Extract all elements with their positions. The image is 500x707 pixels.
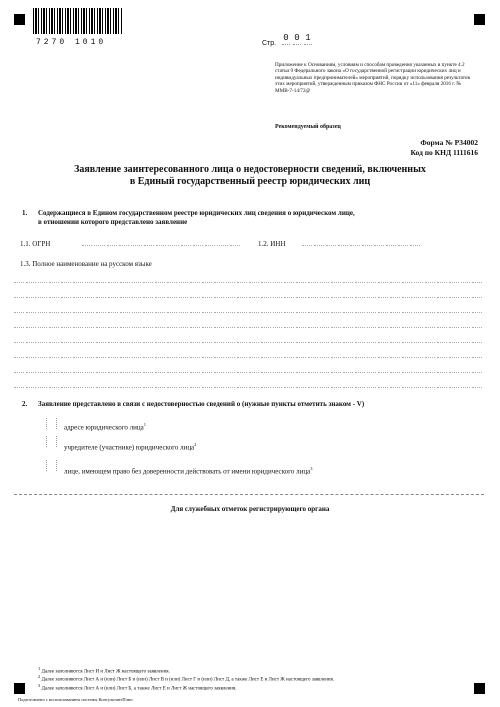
official-mark-heading: Для служебных отметок регистрирующего органа [170, 505, 330, 513]
title-line-1: Заявление заинтересованного лица о недостоверности сведений, включенных [74, 164, 426, 175]
name-grid-row [14, 378, 484, 388]
corner-marker-bottom-right [474, 683, 485, 694]
page-digit: 0 [283, 33, 289, 43]
option-address [64, 420, 146, 432]
footnote-2-text: Далее заполняются Лист А и (или) Лист Б и (или) Лист В и (или) Лист Г и (или) Лист Д, а также Лист Е и Лист Ж настоящего заявления. [41, 677, 335, 683]
page-digit: 1 [305, 33, 311, 43]
ogrn-field[interactable] [82, 236, 242, 246]
corner-marker-top-right [474, 14, 485, 25]
footnote-3 [38, 683, 237, 693]
option-authorized-person-note: 3 [310, 466, 313, 471]
name-grid-row [14, 363, 484, 373]
recommended-sample: Рекомендуемый образец [275, 124, 341, 130]
option-authorized-person-label: лице, имеющем право без доверенности действовать от имени юридического лица [64, 467, 311, 476]
name-grid-row [14, 273, 484, 283]
ogrn-label: 1.1. ОГРН [20, 240, 51, 248]
title-line-2: в Единый государственный реестр юридических лиц [129, 176, 371, 187]
section-1-heading-line-2: в отношении которого представлено заявление [38, 218, 188, 226]
full-name-label: 1.3. Полное наименование на русском языке [20, 260, 152, 268]
checkbox-founder[interactable] [46, 436, 57, 447]
section-2-heading: Заявление представлено в связи с недостоверностью сведений о (нужные пункты отметить знаком - V) [38, 400, 365, 408]
separator-line [14, 494, 484, 495]
option-address-label: адресе юридического лица [64, 423, 144, 432]
name-grid-row [14, 288, 484, 298]
footnote-1-num: 1 [38, 666, 41, 671]
footnote-3-text: Далее заполняются Лист А и (или) Лист Б, а также Лист Е и Лист Ж настоящего заявления. [41, 686, 237, 692]
appendix-text: Приложение к Основаниям, условиям и способам проведения указанных в пункте 4.2 статьи 9 Федерального закона «О государственной регистрации юридических лиц и индивидуальных предпринимателей» мероприятий, порядку использования результатов этих мероприятий, утвержденным приказом ФНС России от «11» февраля 2016 г. № ММВ-7-14/72@ [275, 62, 470, 94]
form-number: Форма № Р34002 [420, 138, 478, 147]
name-grid-row [14, 318, 484, 328]
checkbox-authorized-person[interactable] [46, 460, 57, 471]
name-grid-row [14, 333, 484, 343]
section-2-number: 2. [22, 400, 28, 408]
corner-marker-top-left [14, 14, 25, 25]
barcode [33, 8, 123, 34]
consultant-note: Подготовлено с использованием системы КонсультантПлюс [18, 697, 134, 702]
footnote-2-num: 2 [38, 674, 41, 679]
inn-field[interactable] [302, 236, 422, 246]
footnote-3-num: 3 [38, 683, 41, 688]
barcode-number: 7270 1010 [36, 38, 107, 47]
option-founder-label: учредителе (участнике) юридического лица [64, 443, 195, 452]
corner-marker-bottom-left [14, 683, 25, 694]
footnote-1-text: Далее заполняются Лист И и Лист Ж настоящего заявления. [41, 669, 170, 675]
page-number-cells[interactable] [282, 33, 315, 45]
knd-code: Код по КНД 1111616 [410, 148, 478, 157]
option-founder [64, 440, 196, 452]
form-identifier [410, 138, 478, 158]
name-grid-row [14, 303, 484, 313]
name-grid-row [14, 348, 484, 358]
option-authorized-person [64, 464, 312, 476]
section-1-heading [38, 209, 478, 227]
option-address-note: 1 [143, 422, 147, 427]
document-title [0, 164, 500, 188]
inn-label: 1.2. ИНН [258, 240, 286, 248]
option-founder-note: 2 [194, 442, 197, 447]
section-1-heading-line-1: Содержащиеся в Едином государственном реестре юридических лиц сведения о юридическом лице, [38, 209, 355, 217]
page-label: Стр. [262, 40, 277, 47]
section-1-number: 1. [22, 209, 28, 217]
page-digit: 0 [294, 33, 300, 43]
checkbox-address[interactable] [46, 418, 57, 429]
